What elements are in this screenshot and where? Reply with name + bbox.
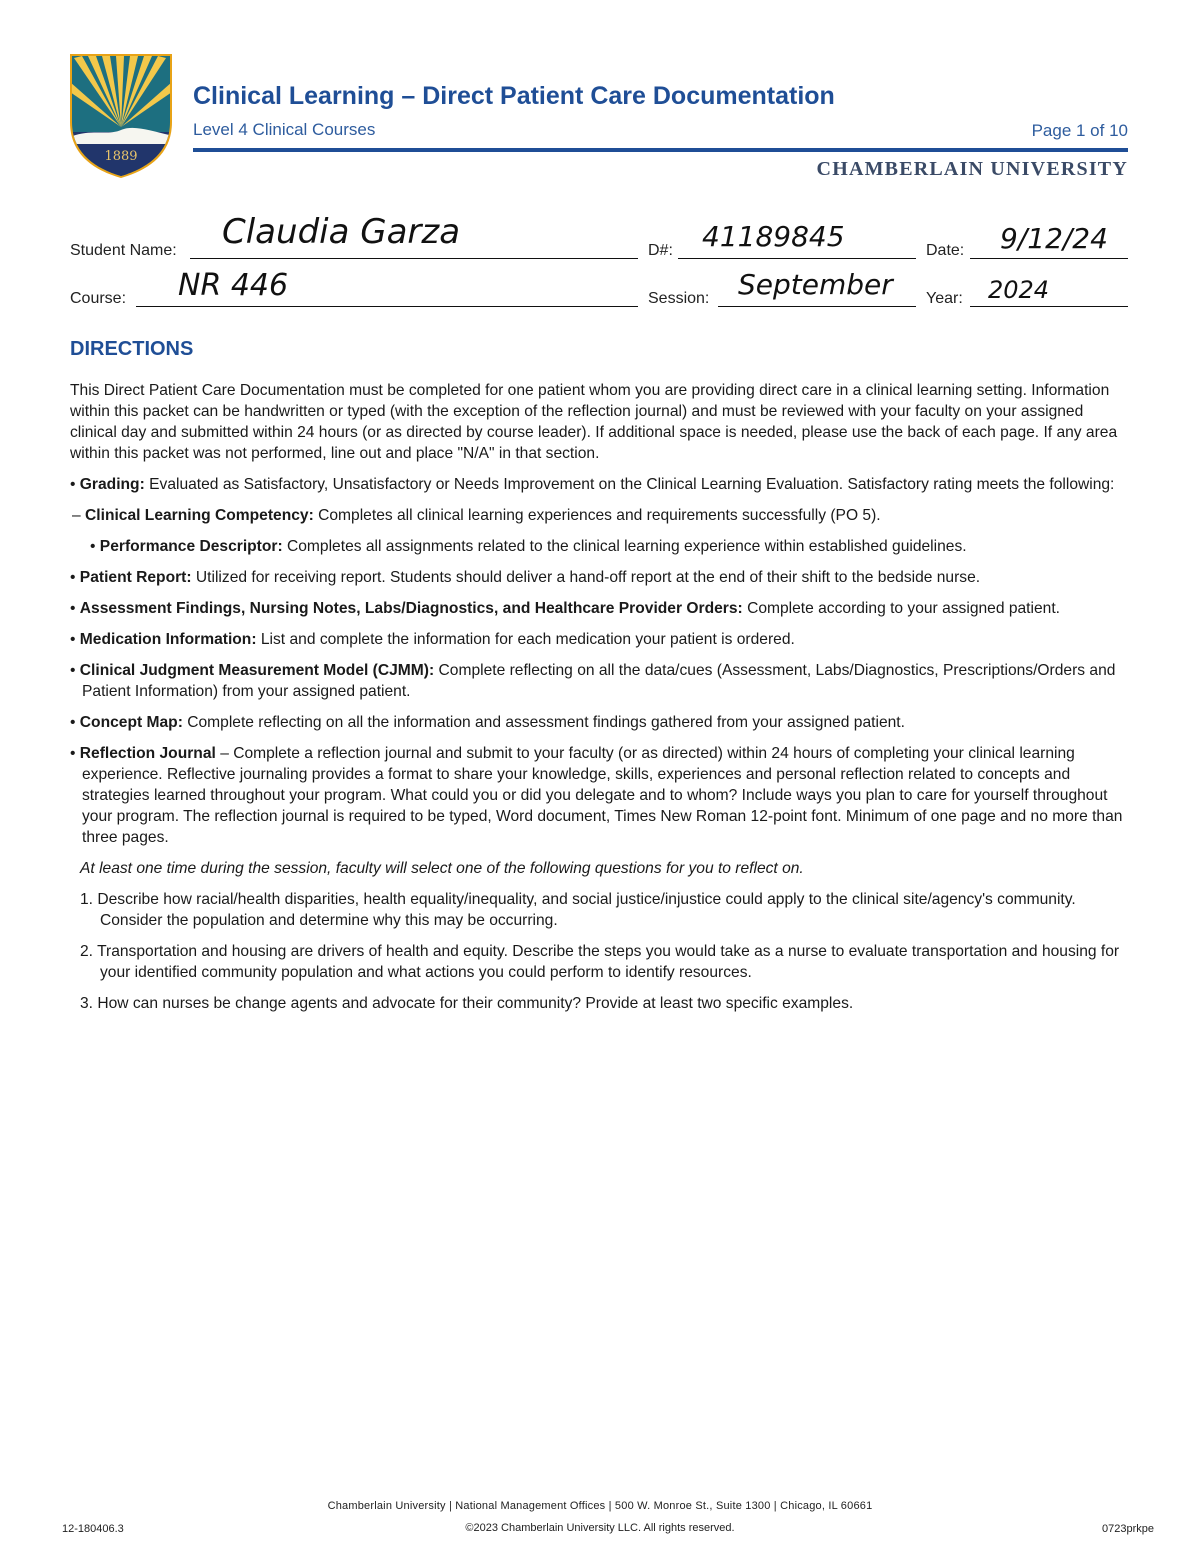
question-item: 2. Transportation and housing are drivers of health and equity. Describe the steps you would take as a nurse to evaluate transportation and housing for your identified community population and what actions you could perform to identify resources. [80, 943, 1120, 981]
question-item: 1. Describe how racial/health disparities, health equality/inequality, and social justice/injustice could apply to the clinical site/agency's community. Consider the population and determine why this may be occurring. [80, 891, 1076, 929]
chamberlain-shield-logo [68, 52, 174, 178]
university-wordmark: CHAMBERLAIN UNIVERSITY [816, 158, 1128, 180]
directions-intro: This Direct Patient Care Documentation must be completed for one patient whom you are providing direct care in a clinical learning setting. Information within this packet can be handwritten or typed (with the exception of the reflection journal) and must be reviewed with your faculty on your assigned clinical day and submitted within 24 hours (or as directed by course leader). If additional space is needed, please use the back of each page. If any area within this packet was not performed, line out and place "N/A" in that section. [70, 382, 1118, 462]
logo-year: 1889 [104, 149, 138, 164]
course-line [136, 306, 638, 307]
student-name-label: Student Name: [70, 242, 177, 259]
directions-heading: DIRECTIONS [70, 338, 194, 360]
footer-copyright: ©2023 Chamberlain University LLC. All rights reserved. [465, 1522, 735, 1534]
page-number: Page 1 of 10 [1031, 121, 1128, 140]
session-line [718, 306, 916, 307]
document-title: Clinical Learning – Direct Patient Care Documentation [193, 82, 835, 110]
d-number-line [678, 258, 916, 259]
directions-body [70, 380, 1130, 1024]
year-label: Year: [926, 290, 963, 307]
session-label: Session: [648, 290, 710, 307]
list-item-reflection: • Reflection Journal – Complete a reflection journal and submit to your faculty (or as directed) within 24 hours of completing your clinical learning experience. Reflective journaling provides a format to share your knowledge, skills, experiences and personal reflection related to concepts and strategies learned throughout your program. What could you or did you delegate and to whom? Include ways you plan to care for yourself throughout your program. The reflection journal is required to be typed, Word document, Times New Roman 12-point font. Minimum of one page and no more than three pages. [70, 745, 1123, 846]
session-handwritten[interactable]: September [738, 268, 893, 301]
question-item: 3. How can nurses be change agents and advocate for their community? Provide at least two specific examples. [80, 995, 854, 1012]
footer-revision-code: 0723prkpe [1102, 1523, 1154, 1535]
list-item-assessment: • Assessment Findings, Nursing Notes, Labs/Diagnostics, and Healthcare Provider Orders: Complete according to your assigned patient. [70, 600, 1060, 617]
course-handwritten[interactable]: NR 446 [178, 268, 289, 303]
list-item-competency: – Clinical Learning Competency: Completes all clinical learning experiences and requirements successfully (PO 5). [72, 507, 881, 524]
date-line [970, 258, 1128, 259]
date-label: Date: [926, 242, 965, 259]
list-item-grading: • Grading: Evaluated as Satisfactory, Unsatisfactory or Needs Improvement on the Clinical Learning Evaluation. Satisfactory rating meets the following: [70, 476, 1115, 493]
date-handwritten[interactable]: 9/12/24 [1000, 222, 1108, 255]
list-item-medication: • Medication Information: List and complete the information for each medication your patient is ordered. [70, 631, 795, 648]
list-item-patient-report: • Patient Report: Utilized for receiving report. Students should deliver a hand-off report at the end of their shift to the bedside nurse. [70, 569, 981, 586]
footer-address: Chamberlain University | National Management Offices | 500 W. Monroe St., Suite 1300 | Chicago, IL 60661 [327, 1500, 873, 1512]
course-label: Course: [70, 290, 127, 307]
document-subtitle: Level 4 Clinical Courses [193, 120, 376, 139]
student-name-handwritten[interactable]: Claudia Garza [222, 212, 461, 252]
header-rule [193, 148, 1128, 152]
list-item-cjmm: • Clinical Judgment Measurement Model (CJMM): Complete reflecting on all the data/cues (Assessment, Labs/Diagnostics, Prescriptions/Orders and Patient Information) from your assigned patient. [70, 662, 1116, 700]
student-name-line [190, 258, 638, 259]
footer-document-code: 12-180406.3 [62, 1523, 124, 1535]
year-handwritten[interactable]: 2024 [988, 276, 1050, 304]
list-item-concept-map: • Concept Map: Complete reflecting on all the information and assessment findings gathered from your assigned patient. [70, 714, 905, 731]
d-number-handwritten[interactable]: 41189845 [702, 220, 845, 253]
reflection-prompt: At least one time during the session, faculty will select one of the following questions for you to reflect on. [80, 860, 804, 877]
year-line [970, 306, 1128, 307]
list-item-descriptor: • Performance Descriptor: Completes all assignments related to the clinical learning experience within established guidelines. [90, 538, 967, 555]
d-number-label: D#: [648, 242, 673, 259]
